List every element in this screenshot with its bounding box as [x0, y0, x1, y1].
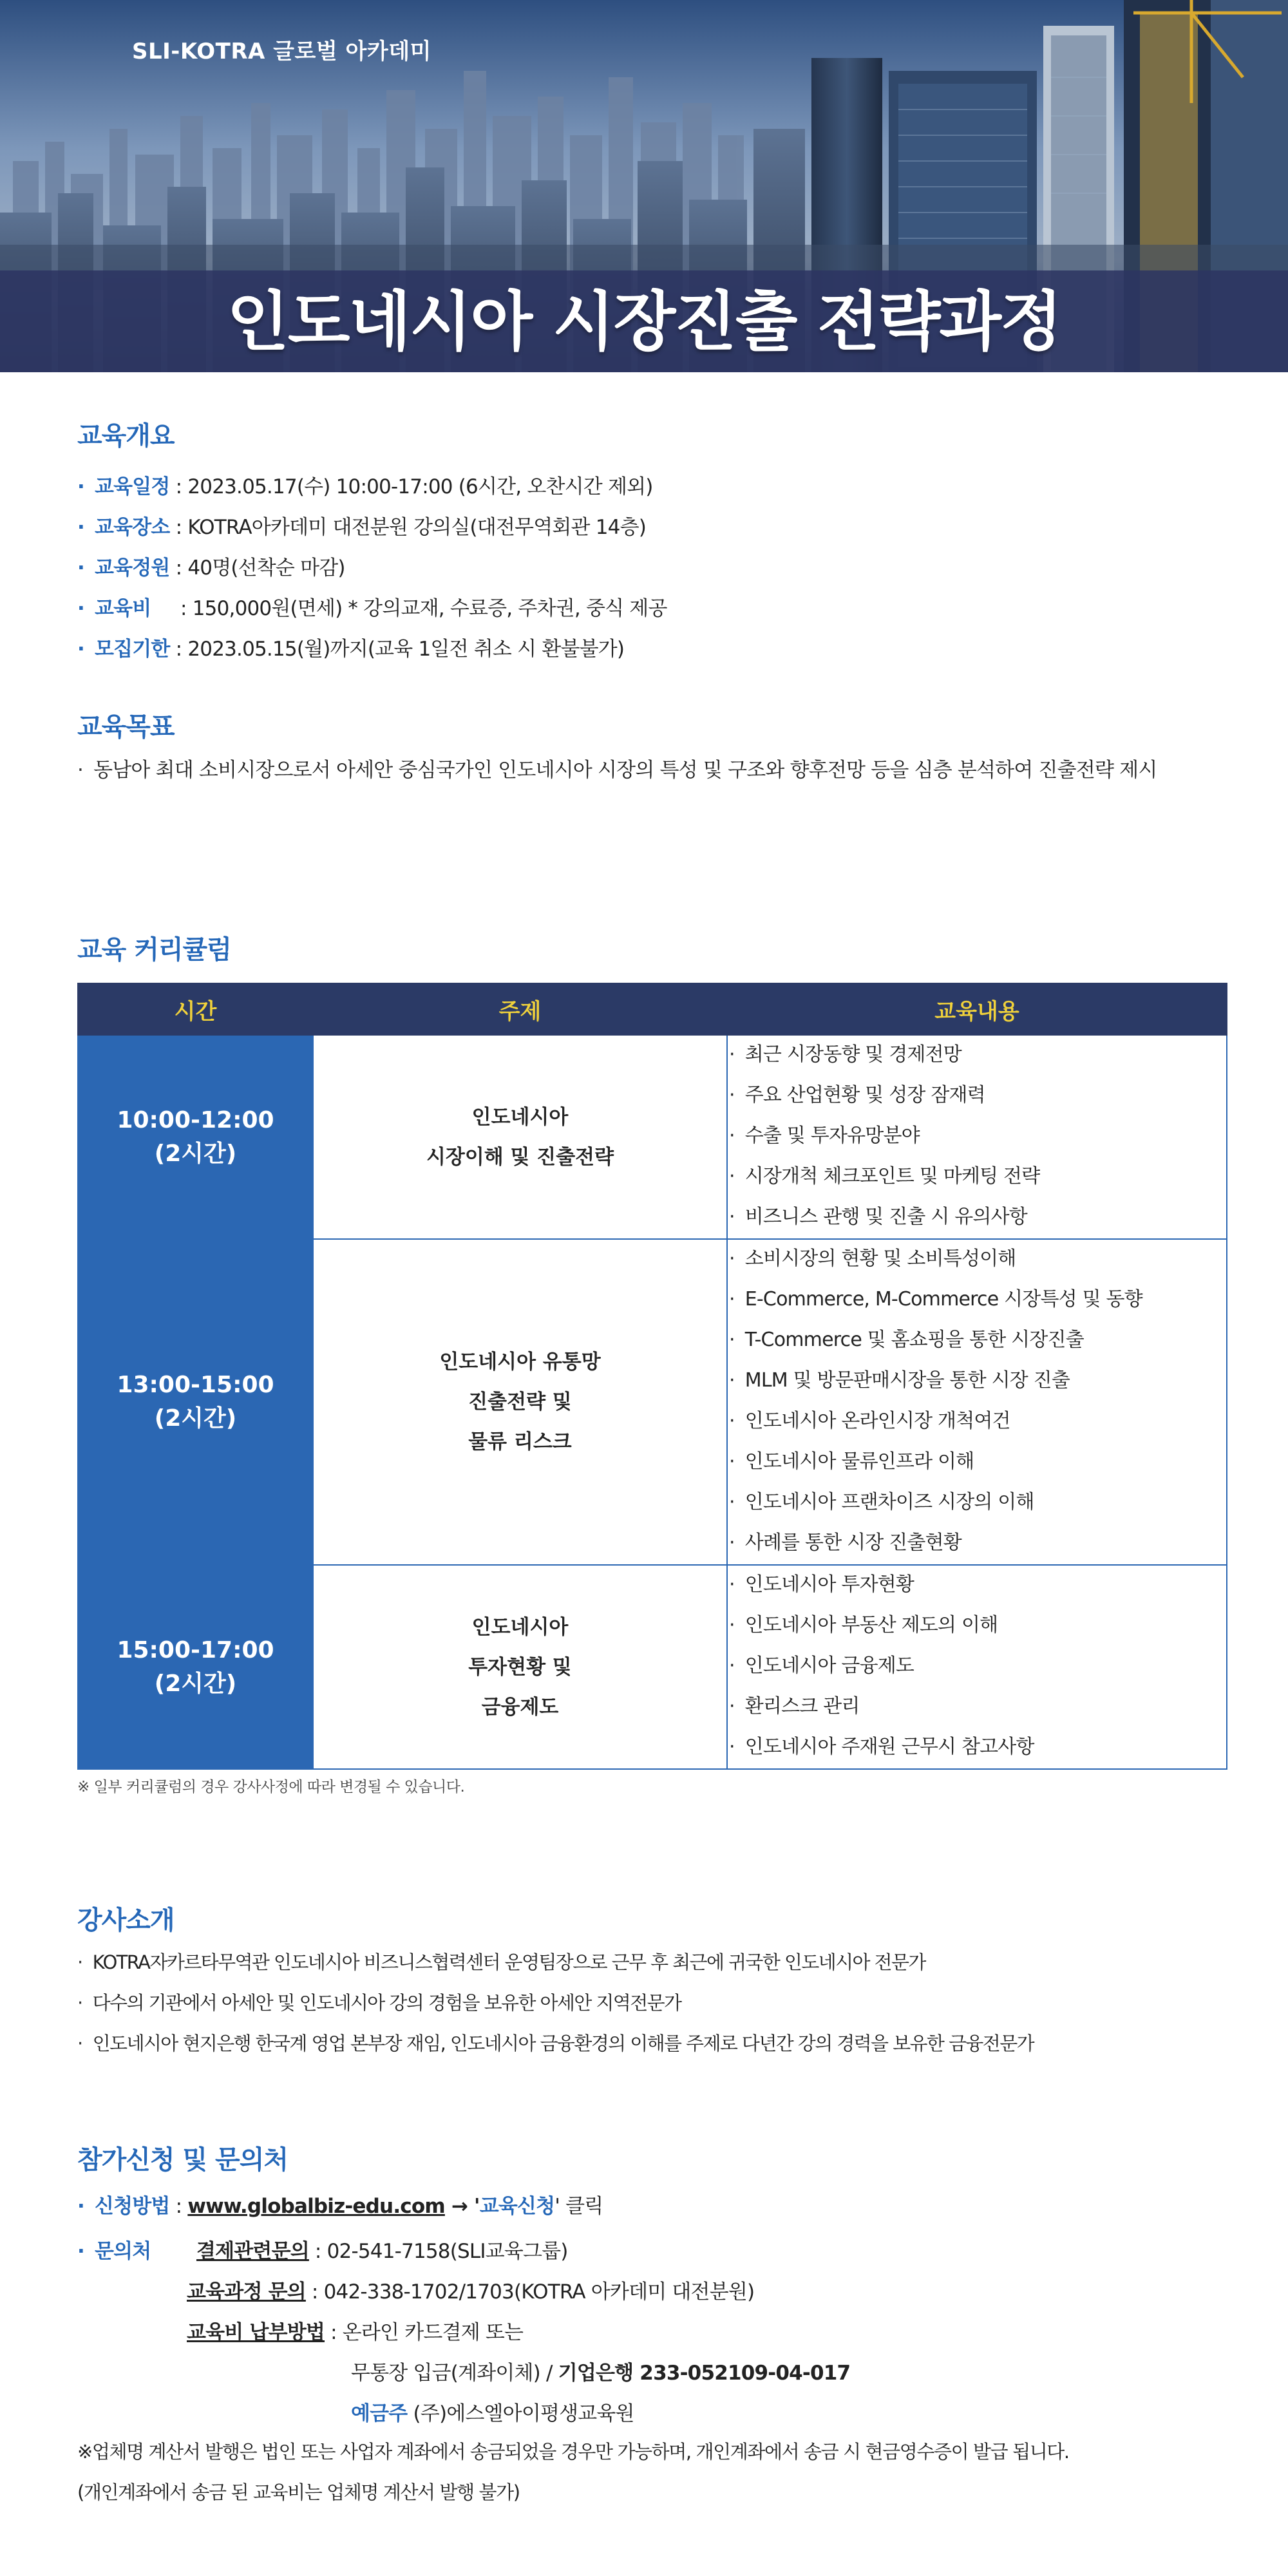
curriculum-table	[77, 983, 1227, 1770]
bullet: ·	[77, 475, 84, 498]
bank-account: 무통장 입금(계좌이체) / 기업은행 233-052109-04-017	[351, 2362, 851, 2385]
topic-cell: 인도네시아 시장이해 및 진출전략	[313, 1035, 727, 1239]
list-item: · 인도네시아 부동산 제도의 이해	[729, 1614, 998, 1636]
bullet: ·	[77, 2195, 84, 2218]
table-row	[78, 1239, 1227, 1565]
bullet: ·	[77, 556, 84, 580]
list-item: · 사례를 통한 시장 진출현황	[729, 1531, 961, 1554]
list-item: · 소비시장의 현황 및 소비특성이해	[729, 1247, 1016, 1270]
overview-item-fee: · 교육비 : 150,000원(면세) * 강의교재, 수료증, 주차권, 중식 제공	[77, 597, 667, 620]
overview-title: 교육개요	[77, 421, 175, 451]
instructor-item: · 인도네시아 현지은행 한국계 영업 본부장 재임, 인도네시아 금융환경의 이해를 주제로 다년간 강의 경력을 보유한 금융전문가	[77, 2032, 1034, 2054]
list-item: · T-Commerce 및 홈쇼핑을 통한 시장진출	[729, 1329, 1084, 1351]
hero-banner	[0, 0, 1288, 372]
bullet: ·	[77, 2032, 82, 2054]
bullet: ·	[77, 516, 84, 539]
goal-title: 교육목표	[77, 712, 175, 742]
apply-method: · 신청방법 : www.globalbiz-edu.com → '교육신청' 클릭	[77, 2195, 603, 2218]
list-item: · 주요 산업현황 및 성장 잠재력	[729, 1084, 985, 1106]
contact-course: 교육과정 문의 : 042-338-1702/1703(KOTRA 아카데미 대전분원)	[187, 2280, 755, 2304]
invoice-note: ※업체명 계산서 발행은 법인 또는 사업자 계좌에서 송금되었을 경우만 가능하며, 개인계좌에서 송금 시 현금영수증이 발급 됩니다.	[77, 2441, 1069, 2463]
apply-title: 참가신청 및 문의처	[77, 2145, 288, 2175]
instructor-item: · KOTRA자카르타무역관 인도네시아 비즈니스협력센터 운영팀장으로 근무 후 최근에 귀국한 인도네시아 전문가	[77, 1951, 925, 1973]
bullet: ·	[77, 597, 84, 620]
goal-text: · 동남아 최대 소비시장으로서 아세안 중심국가인 인도네시아 시장의 특성 및 구조와 향후전망 등을 심층 분석하여 진출전략 제시	[77, 759, 1157, 782]
account-holder: 예금주 (주)에스엘아이평생교육원	[351, 2402, 634, 2425]
list-item: · 인도네시아 투자현황	[729, 1573, 914, 1596]
list-item: · 인도네시아 물류인프라 이해	[729, 1450, 974, 1473]
list-item: · 비즈니스 관행 및 진출 시 유의사항	[729, 1206, 1027, 1228]
list-item: · 인도네시아 프랜차이즈 시장의 이해	[729, 1491, 1034, 1513]
overview-item-schedule: · 교육일정 : 2023.05.17(수) 10:00-17:00 (6시간, 오찬시간 제외)	[77, 475, 653, 498]
list-item: · 인도네시아 주재원 근무시 참고사항	[729, 1736, 1034, 1758]
instructor-item: · 다수의 기관에서 아세안 및 인도네시아 강의 경험을 보유한 아세안 지역전문가	[77, 1992, 681, 2014]
header-time: 시간	[78, 983, 313, 1035]
bullet: ·	[77, 1992, 82, 2014]
bullet: ·	[77, 1951, 82, 1973]
list-item: · MLM 및 방문판매시장을 통한 시장 진출	[729, 1369, 1070, 1392]
table-header-row	[78, 983, 1227, 1035]
list-item: · 시장개척 체크포인트 및 마케팅 전략	[729, 1165, 1040, 1188]
content-cell	[727, 1035, 1227, 1239]
academy-label: SLI-KOTRA 글로벌 아카데미	[132, 39, 431, 64]
header-topic: 주제	[313, 983, 727, 1035]
table-row	[78, 1035, 1227, 1239]
instructor-title: 강사소개	[77, 1906, 175, 1935]
time-cell: 15:00-17:00 (2시간)	[78, 1565, 313, 1769]
bullet: ·	[77, 759, 84, 782]
invoice-note-2: (개인계좌에서 송금 된 교육비는 업체명 계산서 발행 불가)	[77, 2481, 520, 2503]
list-item: · 환리스크 관리	[729, 1695, 860, 1718]
contact-payment: · 문의처 결제관련문의 : 02-541-7158(SLI교육그룹)	[77, 2240, 568, 2263]
overview-item-deadline: · 모집기한 : 2023.05.15(월)까지(교육 1일전 취소 시 환불불가)	[77, 638, 625, 661]
topic-cell: 인도네시아 투자현황 및 금융제도	[313, 1565, 727, 1769]
content-cell	[727, 1565, 1227, 1769]
list-item: · 인도네시아 금융제도	[729, 1654, 914, 1677]
bullet: ·	[77, 2240, 84, 2263]
signup-link[interactable]: www.globalbiz-edu.com	[187, 2195, 445, 2218]
page-title: 인도네시아 시장진출 전략과정	[227, 284, 1061, 359]
overview-item-capacity: · 교육정원 : 40명(선착순 마감)	[77, 556, 345, 580]
header-content: 교육내용	[727, 983, 1227, 1035]
curriculum-title: 교육 커리큘럼	[77, 935, 231, 965]
bullet: ·	[77, 638, 84, 661]
curriculum-note: ※ 일부 커리큘럼의 경우 강사사정에 따라 변경될 수 있습니다.	[77, 1779, 465, 1795]
table-row	[78, 1565, 1227, 1769]
list-item: · E-Commerce, M-Commerce 시장특성 및 동향	[729, 1288, 1142, 1311]
topic-cell: 인도네시아 유통망 진출전략 및 물류 리스크	[313, 1239, 727, 1565]
time-cell: 10:00-12:00 (2시간)	[78, 1035, 313, 1239]
overview-item-location: · 교육장소 : KOTRA아카데미 대전분원 강의실(대전무역회관 14층)	[77, 516, 647, 539]
list-item: · 인도네시아 온라인시장 개척여건	[729, 1410, 1010, 1432]
content-cell	[727, 1239, 1227, 1565]
list-item: · 최근 시장동향 및 경제전망	[729, 1043, 961, 1066]
time-cell: 13:00-15:00 (2시간)	[78, 1239, 313, 1565]
list-item: · 수출 및 투자유망분야	[729, 1124, 920, 1147]
contact-fee-method: 교육비 납부방법 : 온라인 카드결제 또는	[187, 2321, 524, 2344]
